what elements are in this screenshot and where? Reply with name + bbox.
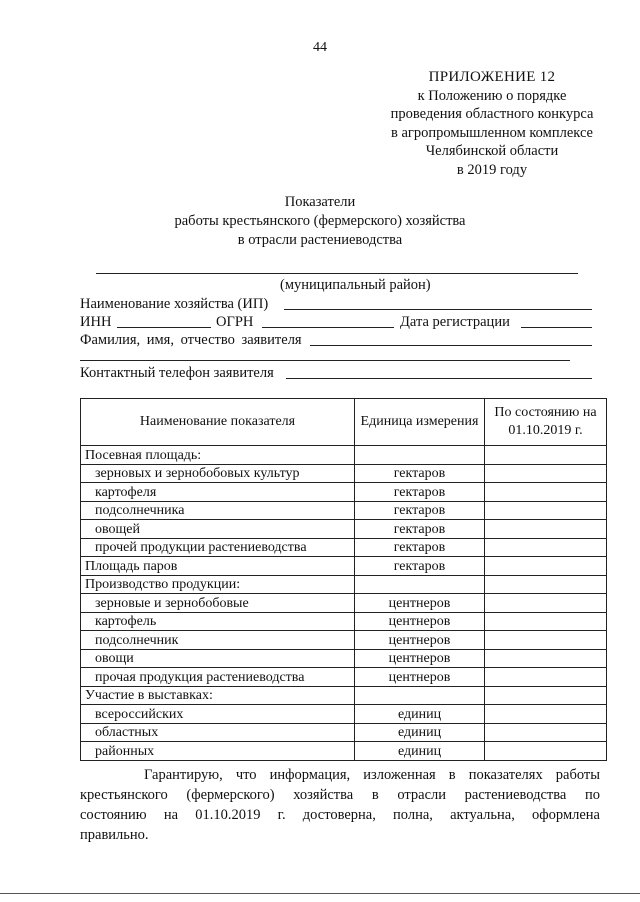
registration-date-field[interactable] bbox=[521, 327, 592, 328]
table-header-row bbox=[81, 399, 607, 446]
table-row bbox=[81, 742, 607, 761]
appendix-line: к Положению о порядке bbox=[417, 87, 567, 104]
inn-label: ИНН bbox=[80, 314, 112, 330]
guarantee-paragraph bbox=[80, 765, 600, 845]
farm-name-field[interactable] bbox=[284, 309, 592, 310]
row-name: овощей bbox=[81, 520, 355, 539]
row-value-cell[interactable] bbox=[485, 464, 607, 483]
row-name: подсолнечника bbox=[81, 501, 355, 520]
row-value-cell[interactable] bbox=[485, 594, 607, 613]
document-title bbox=[0, 193, 640, 250]
row-unit: гектаров bbox=[355, 464, 485, 483]
row-value-cell[interactable] bbox=[485, 538, 607, 557]
row-value-cell[interactable] bbox=[485, 723, 607, 742]
appendix-block bbox=[372, 68, 612, 179]
applicant-name-label: Фамилия, имя, отчество заявителя bbox=[80, 332, 302, 348]
municipal-district-caption: (муниципальный район) bbox=[280, 277, 431, 293]
phone-field[interactable] bbox=[286, 378, 592, 379]
row-value-cell[interactable] bbox=[485, 520, 607, 539]
applicant-name-field-line2[interactable] bbox=[80, 360, 570, 361]
row-unit: единиц bbox=[355, 705, 485, 724]
row-name: Посевная площадь: bbox=[81, 446, 355, 465]
row-name: Площадь паров bbox=[81, 557, 355, 576]
row-unit: единиц bbox=[355, 723, 485, 742]
row-value-cell[interactable] bbox=[485, 612, 607, 631]
page-number: 44 bbox=[313, 40, 327, 55]
table-row bbox=[81, 501, 607, 520]
page-bottom-rule bbox=[0, 893, 640, 894]
ogrn-field[interactable] bbox=[262, 327, 394, 328]
farm-name-label: Наименование хозяйства (ИП) bbox=[80, 296, 269, 312]
row-name: областных bbox=[81, 723, 355, 742]
header-unit: Единица измерения bbox=[355, 399, 485, 446]
appendix-line: Челябинской области bbox=[425, 143, 559, 159]
table-row bbox=[81, 520, 607, 539]
registration-date-label: Дата регистрации bbox=[400, 314, 510, 330]
row-value-cell[interactable] bbox=[485, 575, 607, 594]
row-name: районных bbox=[81, 742, 355, 761]
guarantee-line: правильно. bbox=[80, 827, 149, 843]
row-value-cell[interactable] bbox=[485, 446, 607, 465]
row-value-cell[interactable] bbox=[485, 557, 607, 576]
row-value-cell[interactable] bbox=[485, 631, 607, 650]
row-unit bbox=[355, 686, 485, 705]
ogrn-label: ОГРН bbox=[216, 314, 254, 330]
row-value-cell[interactable] bbox=[485, 649, 607, 668]
table-row bbox=[81, 686, 607, 705]
table-row bbox=[81, 538, 607, 557]
table-row bbox=[81, 446, 607, 465]
row-name: всероссийских bbox=[81, 705, 355, 724]
title-line: в отрасли растениеводства bbox=[237, 232, 403, 248]
row-unit: центнеров bbox=[355, 631, 485, 650]
row-value-cell[interactable] bbox=[485, 501, 607, 520]
row-unit: центнеров bbox=[355, 594, 485, 613]
table-row bbox=[81, 723, 607, 742]
table-row bbox=[81, 705, 607, 724]
header-indicator-name: Наименование показателя bbox=[81, 399, 355, 446]
row-value-cell[interactable] bbox=[485, 483, 607, 502]
header-as-of-date: По состоянию на 01.10.2019 г. bbox=[485, 399, 607, 446]
row-unit: единиц bbox=[355, 742, 485, 761]
row-unit bbox=[355, 575, 485, 594]
appendix-line: проведения областного конкурса bbox=[390, 106, 594, 122]
guarantee-line: Гарантирую, что информация, изложенная в показателях работы bbox=[144, 767, 600, 783]
row-name: картофеля bbox=[81, 483, 355, 502]
row-name: прочей продукции растениеводства bbox=[81, 538, 355, 557]
row-name: овощи bbox=[81, 649, 355, 668]
row-unit: гектаров bbox=[355, 501, 485, 520]
applicant-name-field[interactable] bbox=[310, 345, 592, 346]
table-row bbox=[81, 649, 607, 668]
inn-field[interactable] bbox=[117, 327, 211, 328]
table-row bbox=[81, 483, 607, 502]
row-unit: гектаров bbox=[355, 520, 485, 539]
appendix-title: ПРИЛОЖЕНИЕ 12 bbox=[428, 69, 556, 85]
phone-label: Контактный телефон заявителя bbox=[80, 365, 274, 381]
row-unit: центнеров bbox=[355, 668, 485, 687]
row-name: картофель bbox=[81, 612, 355, 631]
row-name: Производство продукции: bbox=[81, 575, 355, 594]
row-unit bbox=[355, 446, 485, 465]
appendix-line: в агропромышленном комплексе bbox=[390, 124, 593, 141]
row-value-cell[interactable] bbox=[485, 668, 607, 687]
indicators-table bbox=[80, 398, 607, 761]
table-row bbox=[81, 464, 607, 483]
row-value-cell[interactable] bbox=[485, 742, 607, 761]
municipal-district-line[interactable] bbox=[96, 273, 578, 274]
title-line: работы крестьянского (фермерского) хозяйства bbox=[174, 213, 466, 229]
row-name: прочая продукция растениеводства bbox=[81, 668, 355, 687]
row-value-cell[interactable] bbox=[485, 705, 607, 724]
table-row bbox=[81, 612, 607, 631]
guarantee-line: состоянию на 01.10.2019 г. достоверна, полна, актуальна, оформлена bbox=[80, 807, 600, 823]
row-value-cell[interactable] bbox=[485, 686, 607, 705]
guarantee-line: крестьянского (фермерского) хозяйства в отрасли растениеводства по bbox=[80, 787, 600, 803]
row-unit: гектаров bbox=[355, 538, 485, 557]
table-row bbox=[81, 575, 607, 594]
appendix-line: в 2019 году bbox=[456, 161, 528, 178]
row-unit: центнеров bbox=[355, 612, 485, 631]
row-name: зерновые и зернобобовые bbox=[81, 594, 355, 613]
table-row bbox=[81, 631, 607, 650]
table-row bbox=[81, 668, 607, 687]
row-name: Участие в выставках: bbox=[81, 686, 355, 705]
row-name: подсолнечник bbox=[81, 631, 355, 650]
table-row bbox=[81, 594, 607, 613]
table-row bbox=[81, 557, 607, 576]
row-unit: центнеров bbox=[355, 649, 485, 668]
row-unit: гектаров bbox=[355, 483, 485, 502]
title-line: Показатели bbox=[284, 194, 356, 210]
row-unit: гектаров bbox=[355, 557, 485, 576]
row-name: зерновых и зернобобовых культур bbox=[81, 464, 355, 483]
